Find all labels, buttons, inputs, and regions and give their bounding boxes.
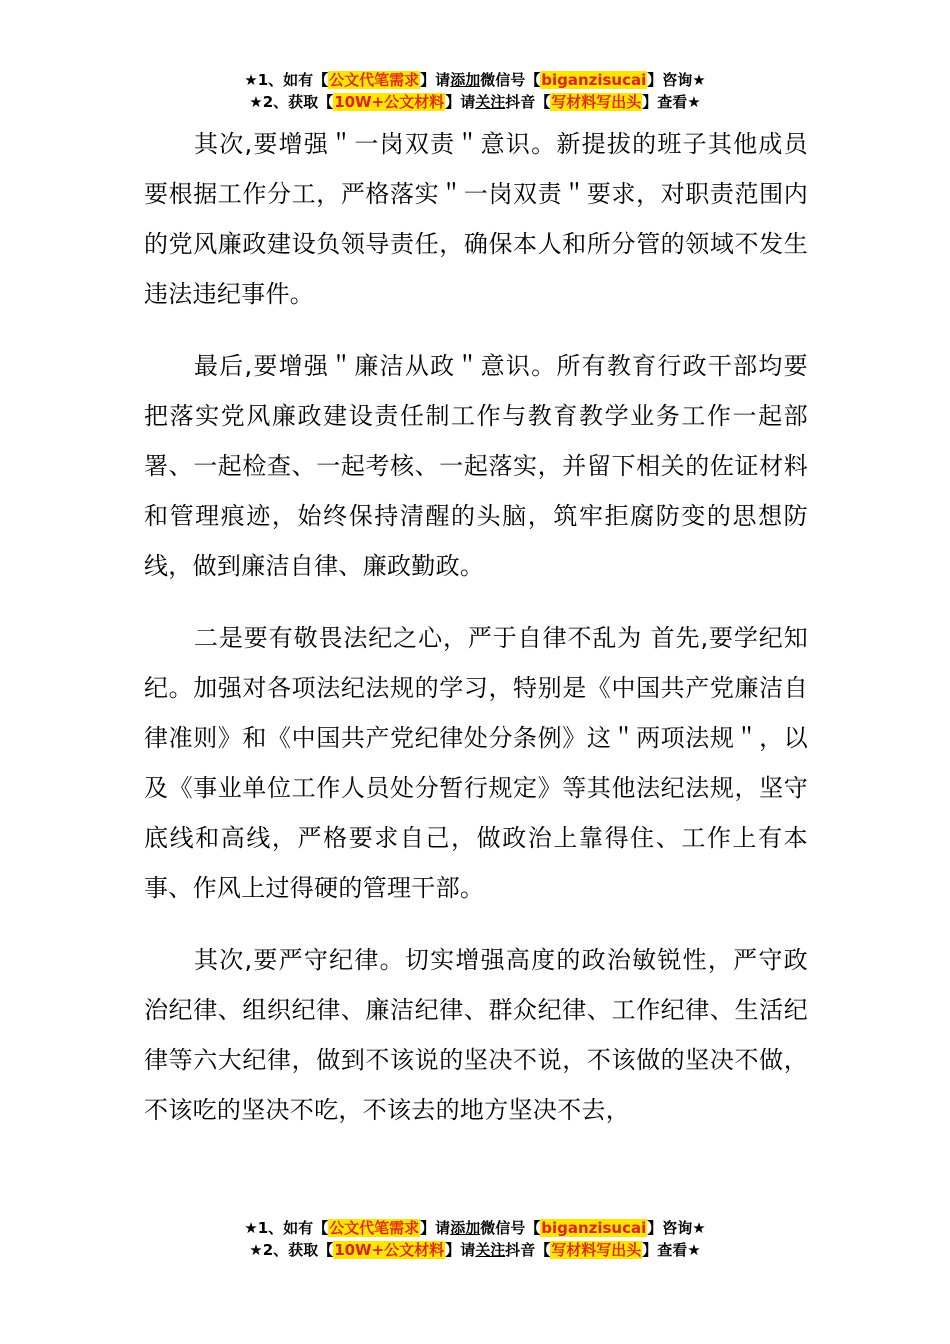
banner-text: 抖音【 bbox=[505, 93, 551, 111]
paragraph: 其次,要严守纪律。切实增强高度的政治敏锐性，严守政治纪律、组织纪律、廉洁纪律、群众纪律、工作纪律、生活纪律等六大纪律，做到不该说的坚决不说，不该做的坚决不做，不该吃的坚决不吃，不该去的地方坚决不去， bbox=[144, 946, 808, 1124]
banner-text: ★2、获取【 bbox=[249, 93, 334, 111]
banner-line-1 bbox=[0, 1217, 950, 1239]
banner-text: 】请 bbox=[445, 93, 476, 111]
banner-line-2 bbox=[0, 1239, 950, 1261]
banner-text: 】请 bbox=[420, 1219, 451, 1237]
banner-line-1 bbox=[0, 69, 950, 91]
banner-text: 】咨询★ bbox=[647, 71, 706, 89]
highlight-service: 公文代笔需求 bbox=[329, 71, 420, 89]
banner-text: ★1、如有【 bbox=[244, 71, 329, 89]
highlight-wechat-id: biganzisucai bbox=[541, 1219, 647, 1237]
highlight-materials: 10W+公文材料 bbox=[334, 93, 445, 111]
banner-underlined: 关注 bbox=[475, 93, 506, 111]
banner-line-2 bbox=[0, 91, 950, 113]
highlight-wechat-id: biganzisucai bbox=[541, 71, 647, 89]
banner-text: 微信号【 bbox=[480, 1219, 541, 1237]
banner-text: 微信号【 bbox=[480, 71, 541, 89]
banner-text: 】请 bbox=[445, 1241, 476, 1259]
banner-text: 】请 bbox=[420, 71, 451, 89]
banner-text: ★2、获取【 bbox=[249, 1241, 334, 1259]
highlight-douyin: 写材料写出头 bbox=[551, 93, 642, 111]
highlight-douyin: 写材料写出头 bbox=[551, 1241, 642, 1259]
banner-underlined: 添加 bbox=[450, 71, 481, 89]
paragraph: 二是要有敬畏法纪之心，严于自律不乱为 首先,要学纪知纪。加强对各项法纪法规的学习，特别是《中国共产党廉洁自律准则》和《中国共产党纪律处分条例》这＂两项法规＂，以及《事业单位工作人员处分暂行规定》等其他法纪法规，坚守底线和高线，严格要求自己，做政治上靠得住、工作上有本事、作风上过得硬的管理干部。 bbox=[144, 624, 808, 902]
document-body bbox=[144, 119, 808, 1157]
banner-underlined: 添加 bbox=[450, 1219, 481, 1237]
banner-text: 】咨询★ bbox=[647, 1219, 706, 1237]
banner-text: 】查看★ bbox=[642, 93, 701, 111]
highlight-materials: 10W+公文材料 bbox=[334, 1241, 445, 1259]
banner-text: ★1、如有【 bbox=[244, 1219, 329, 1237]
header-banner bbox=[0, 69, 950, 113]
paragraph: 最后,要增强＂廉洁从政＂意识。所有教育行政干部均要把落实党风廉政建设责任制工作与教育教学业务工作一起部署、一起检查、一起考核、一起落实，并留下相关的佐证材料和管理痕迹，始终保持清醒的头脑，筑牢拒腐防变的思想防线，做到廉洁自律、廉政勤政。 bbox=[144, 352, 808, 580]
banner-underlined: 关注 bbox=[475, 1241, 506, 1259]
banner-text: 】查看★ bbox=[642, 1241, 701, 1259]
banner-text: 抖音【 bbox=[505, 1241, 551, 1259]
footer-banner bbox=[0, 1217, 950, 1261]
paragraph: 其次,要增强＂一岗双责＂意识。新提拔的班子其他成员要根据工作分工，严格落实＂一岗双责＂要求，对职责范围内的党风廉政建设负领导责任，确保本人和所分管的领域不发生违法违纪事件。 bbox=[144, 130, 808, 308]
highlight-service: 公文代笔需求 bbox=[329, 1219, 420, 1237]
